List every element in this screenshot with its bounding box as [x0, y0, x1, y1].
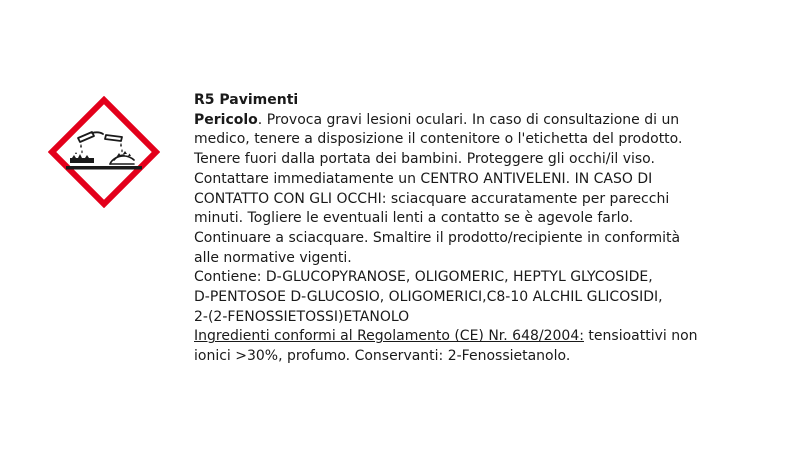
ingredients-line: Contiene: D-GLUCOPYRANOSE, OLIGOMERIC, HEPTYL GLYCOSIDE,: [194, 269, 653, 286]
text-line: minuti. Togliere le eventuali lenti a contatto se è agevole farlo.: [194, 210, 634, 227]
text-line: Contattare immediatamente un CENTRO ANTIVELENI. IN CASO DI: [194, 170, 653, 187]
ingredients-line: 2-(2-FENOSSIETOSSI)ETANOLO: [194, 308, 410, 325]
regulation-line: [194, 327, 784, 347]
text-line: Continuare a sciacquare. Smaltire il prodotto/recipiente in conformità: [194, 229, 681, 246]
text-line: alle normative vigenti.: [194, 249, 352, 266]
composition-line: ionici >30%, profumo. Conservanti: 2-Fenossietanolo.: [194, 348, 571, 365]
text-line: Tenere fuori dalla portata dei bambini. Proteggere gli occhi/il viso.: [194, 151, 655, 168]
ingredients-line: D-PENTOSOE D-GLUCOSIO, OLIGOMERICI,C8-10 ALCHIL GLICOSIDI,: [194, 289, 663, 306]
product-name: R5 Pavimenti: [194, 92, 299, 108]
product-label-text: [194, 91, 784, 367]
ghs05-corrosion-icon: [48, 96, 160, 208]
regulation-reference: Ingredienti conformi al Regolamento (CE) Nr. 648/2004:: [194, 328, 584, 345]
ghs-corrosion-pictogram: [48, 96, 160, 208]
regulation-detail: tensioattivi non: [583, 328, 698, 345]
text-line: medico, tenere a disposizione il contenitore o l'etichetta del prodotto.: [194, 131, 683, 148]
hazard-line: [194, 111, 784, 131]
signal-word: Pericolo: [194, 111, 258, 128]
hazard-statement-start: . Provoca gravi lesioni oculari. In caso di consultazione di un: [257, 111, 680, 128]
text-line: CONTATTO CON GLI OCCHI: sciacquare accuratamente per parecchi: [194, 190, 670, 207]
